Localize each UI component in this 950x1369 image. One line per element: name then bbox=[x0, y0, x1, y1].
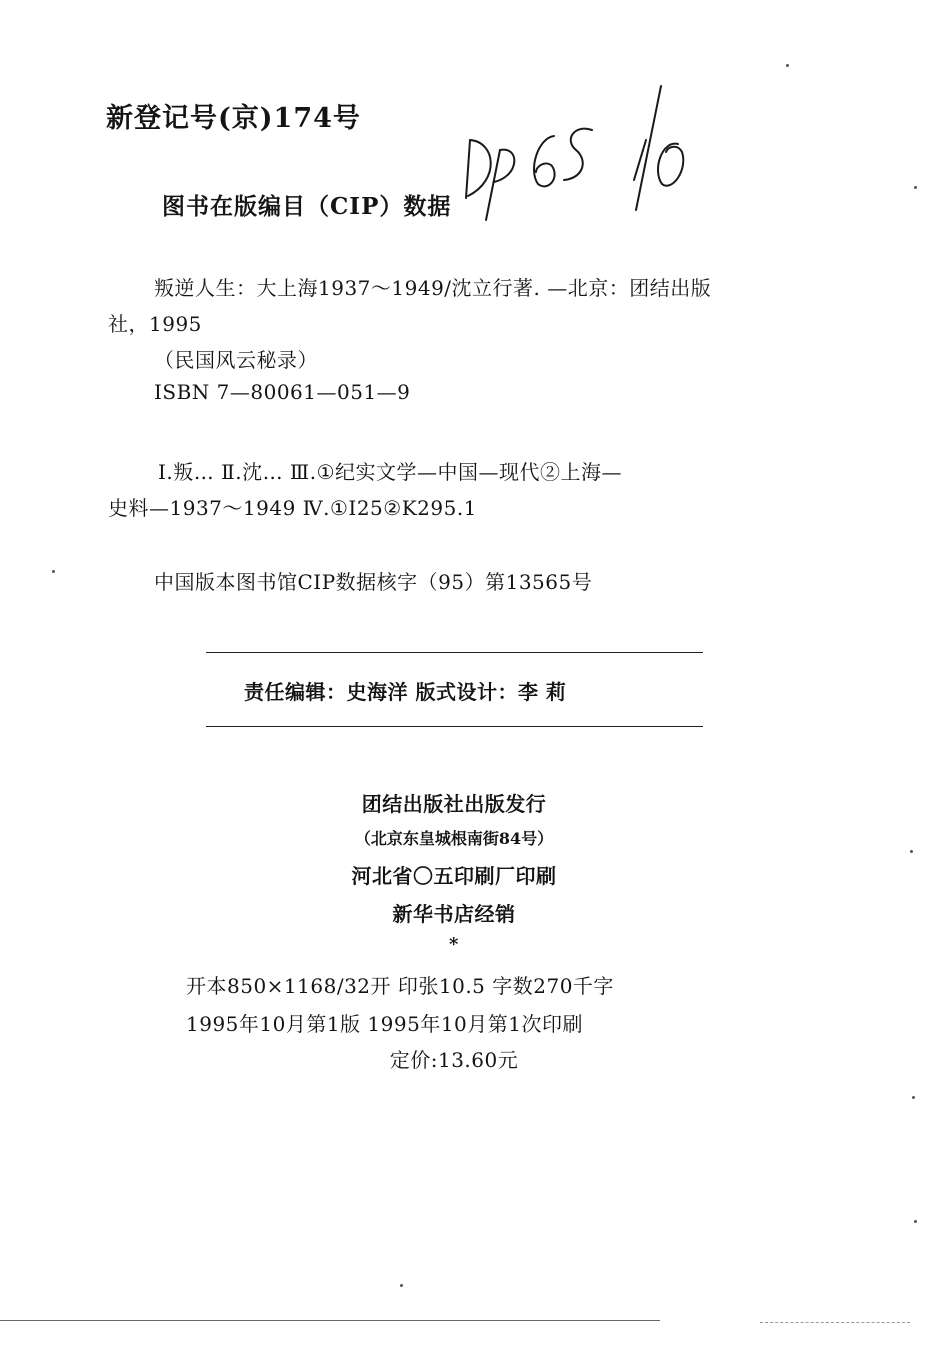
page-edge-line bbox=[0, 1320, 660, 1321]
divider-bottom bbox=[206, 726, 703, 727]
price: 定价:13.60元 bbox=[389, 1048, 519, 1072]
format-specs: 开本850×1168/32开 印张10.5 字数270千字 bbox=[186, 974, 614, 998]
registration-number: 新登记号(京)174号 bbox=[106, 103, 361, 134]
cip-title-line: 叛逆人生：大上海1937～1949/沈立行著. —北京：团结出版 bbox=[154, 276, 712, 300]
isbn: ISBN 7—80061—051—9 bbox=[154, 380, 411, 404]
publisher-address: （北京东皇城根南街84号） bbox=[354, 829, 554, 848]
speck bbox=[786, 64, 789, 67]
edition-info: 1995年10月第1版 1995年10月第1次印刷 bbox=[186, 1012, 584, 1036]
handwritten-signature-icon bbox=[456, 80, 706, 230]
cip-verification: 中国版本图书馆CIP数据核字（95）第13565号 bbox=[154, 570, 593, 594]
page-edge-line bbox=[760, 1322, 910, 1323]
distributor: 新华书店经销 bbox=[392, 902, 516, 926]
cip-heading: 图书在版编目（CIP）数据 bbox=[162, 193, 452, 220]
editors-credit: 责任编辑：史海洋 版式设计：李 莉 bbox=[244, 680, 567, 704]
separator-asterisk: * bbox=[449, 934, 459, 955]
speck bbox=[910, 850, 913, 853]
divider-top bbox=[206, 652, 703, 653]
series-name: （民国风云秘录） bbox=[154, 348, 318, 372]
speck bbox=[52, 570, 55, 573]
cip-title-line-cont: 社，1995 bbox=[108, 312, 202, 336]
subject-headings: Ⅰ.叛… Ⅱ.沈… Ⅲ.①纪实文学—中国—现代②上海— bbox=[158, 460, 622, 484]
speck bbox=[914, 1220, 917, 1223]
printer: 河北省〇五印刷厂印刷 bbox=[351, 864, 557, 888]
subject-headings-cont: 史料—1937～1949 Ⅳ.①I25②K295.1 bbox=[108, 496, 477, 520]
speck bbox=[914, 186, 917, 189]
speck bbox=[912, 1096, 915, 1099]
publisher: 团结出版社出版发行 bbox=[361, 792, 547, 816]
handwritten-note bbox=[456, 80, 706, 230]
speck bbox=[400, 1284, 403, 1287]
